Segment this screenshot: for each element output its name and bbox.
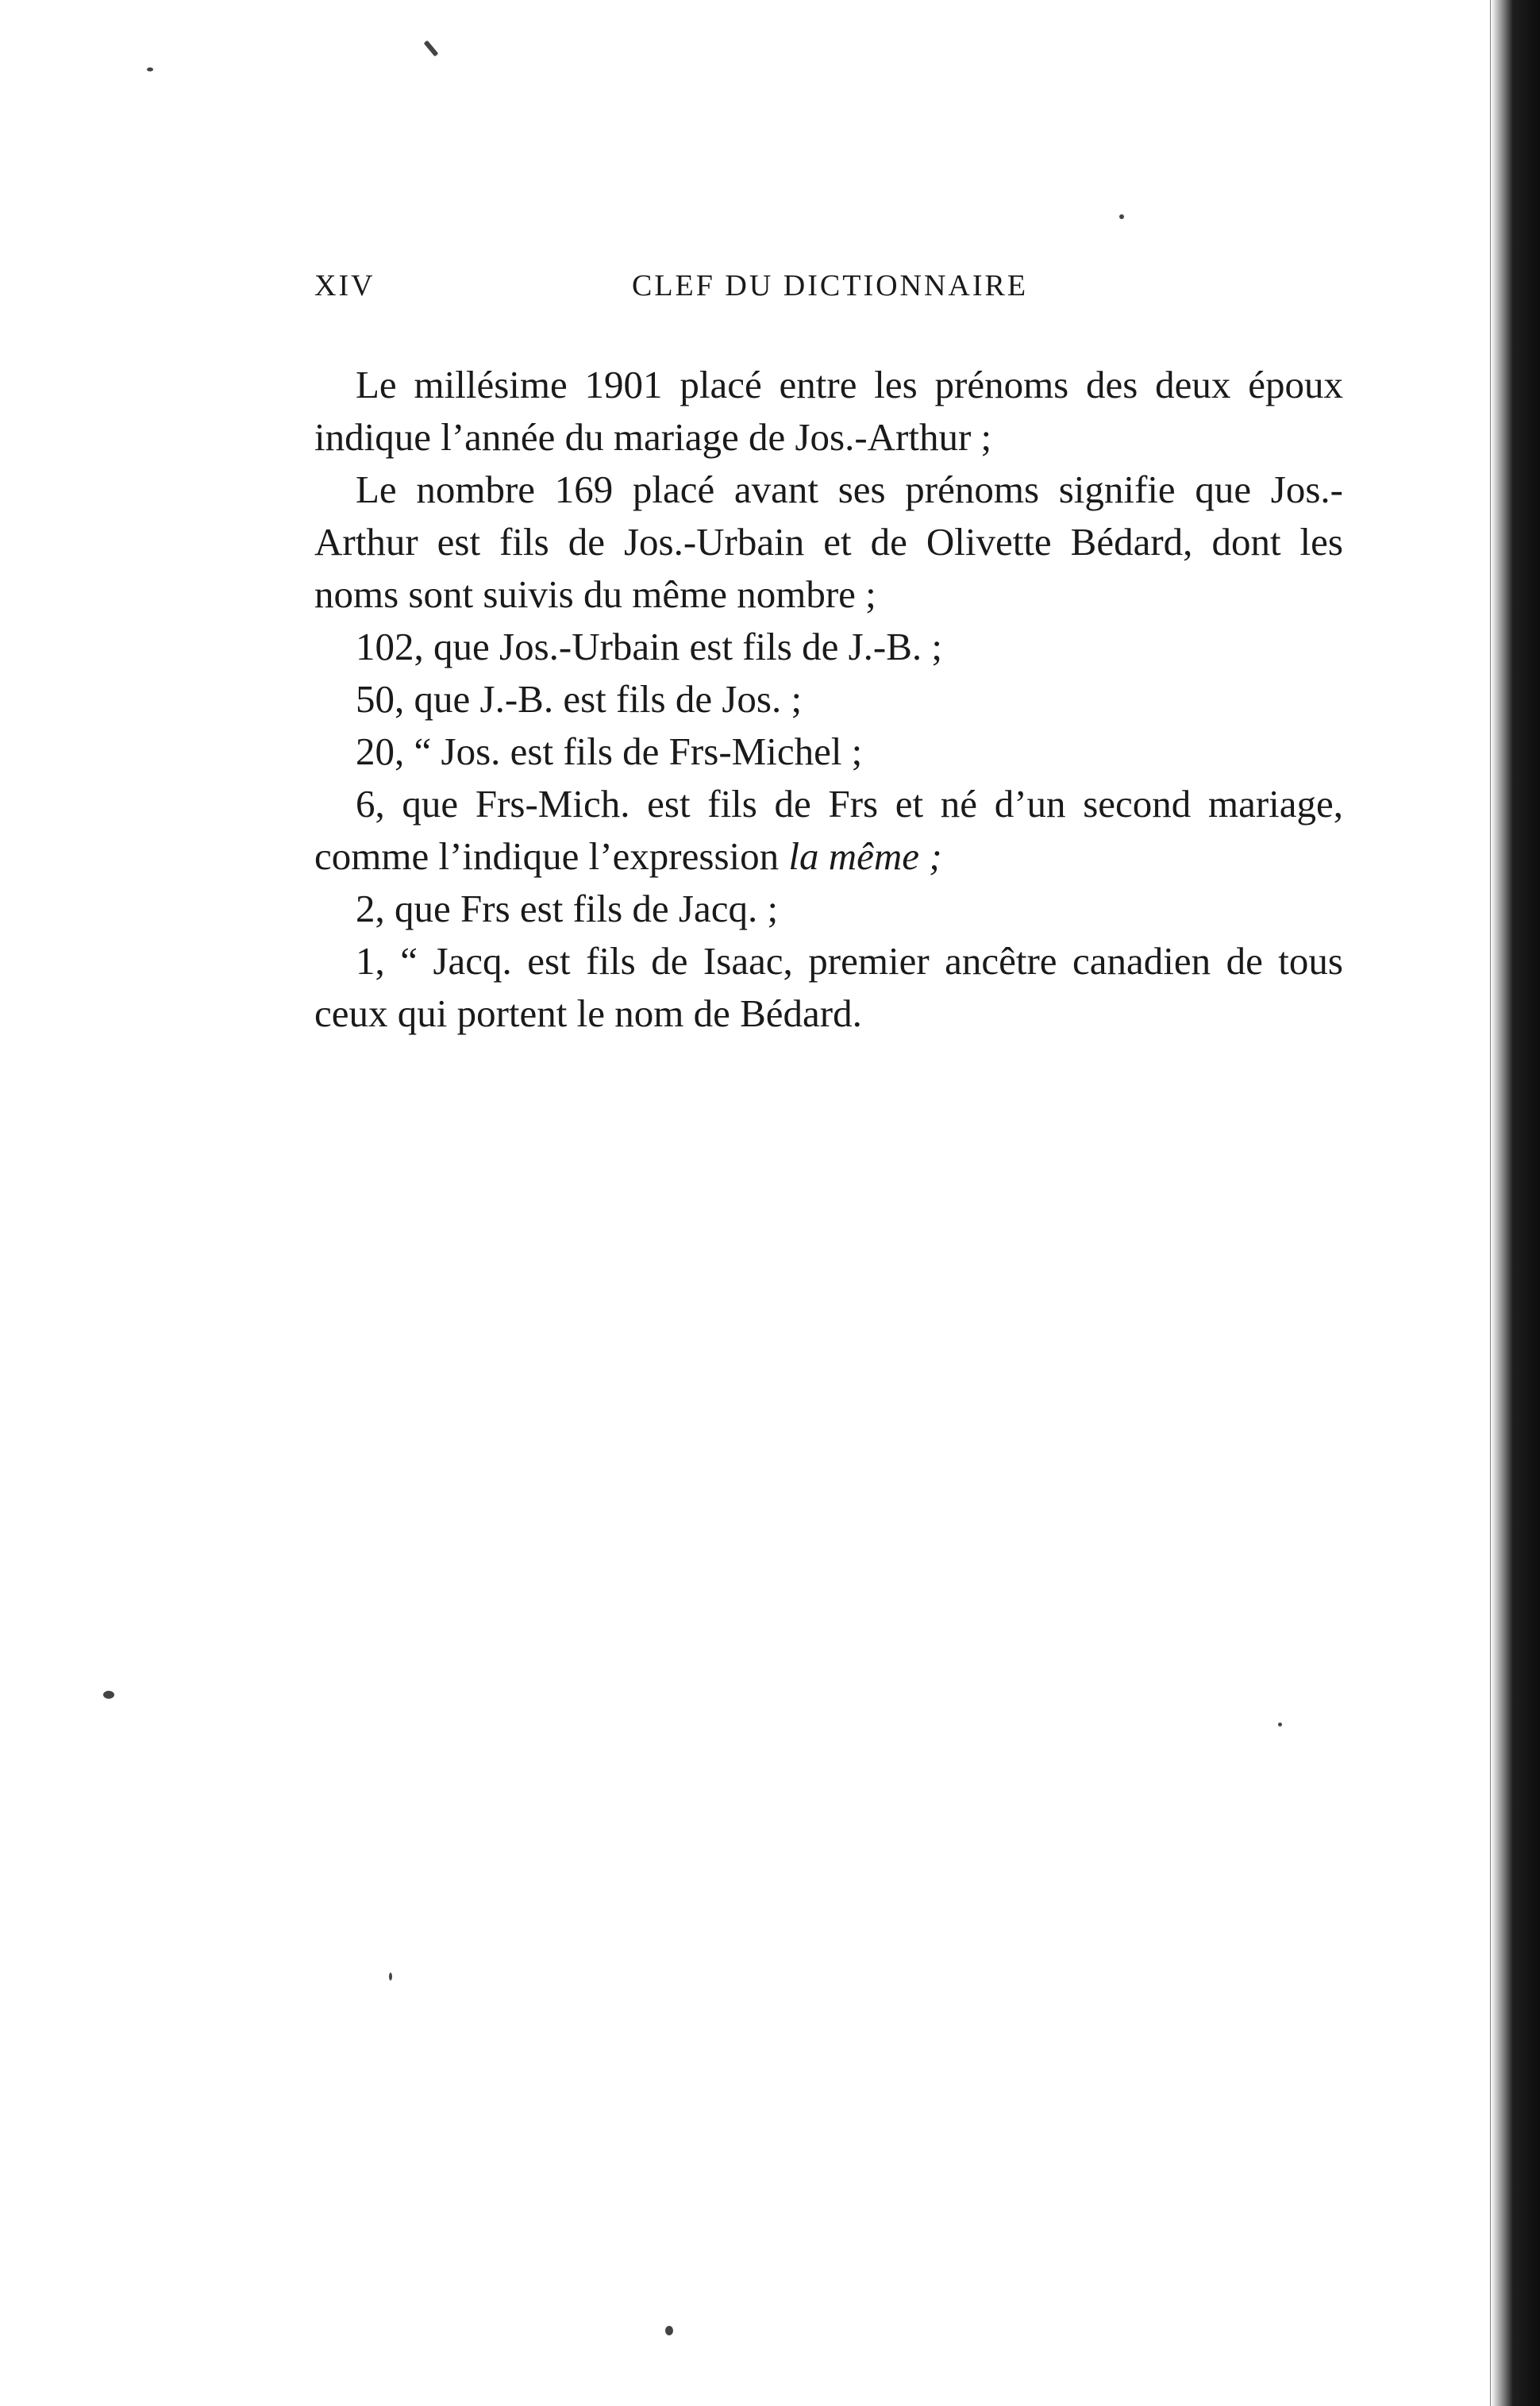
scan-speck bbox=[389, 1973, 392, 1981]
page-number: XIV bbox=[314, 269, 375, 302]
body-text bbox=[314, 359, 1343, 1040]
scan-speck bbox=[1278, 1723, 1282, 1727]
paragraph-6-italic: la même ; bbox=[788, 834, 942, 878]
scan-speck bbox=[103, 1691, 114, 1699]
paragraph-102: 102, que Jos.-Urbain est fils de J.-B. ; bbox=[356, 625, 942, 668]
paragraph-millesime: Le millésime 1901 placé entre les prénoms des deux époux indique l’année du mariage de Jos.-Arthur ; bbox=[314, 363, 1343, 459]
scan-speck bbox=[665, 2326, 673, 2335]
running-title: CLEF DU DICTIONNAIRE bbox=[632, 269, 1029, 302]
scan-speck bbox=[424, 40, 439, 57]
paragraph-2: 2, que Frs est fils de Jacq. ; bbox=[356, 887, 779, 930]
page-header bbox=[314, 268, 1378, 316]
scan-speck bbox=[1119, 214, 1124, 219]
paragraph-20: 20, “ Jos. est fils de Frs-Michel ; bbox=[356, 729, 863, 773]
paragraph-6-text: 6, que Frs-Mich. est fils de Frs et né d’un second mariage, comme l’indique l’expression bbox=[314, 782, 1343, 878]
paragraph-nombre: Le nombre 169 placé avant ses prénoms signifie que Jos.-Arthur est fils de Jos.-Urbain et de Olivette Bédard, dont les noms sont suivis du même nombre ; bbox=[314, 468, 1343, 616]
page-edge-shadow bbox=[1491, 0, 1540, 2406]
paragraph-6 bbox=[314, 778, 1343, 883]
scan-speck bbox=[147, 67, 153, 71]
paragraph-1: 1, “ Jacq. est fils de Isaac, premier ancêtre canadien de tous ceux qui portent le nom de Bédard. bbox=[314, 939, 1343, 1035]
paragraph-50: 50, que J.-B. est fils de Jos. ; bbox=[356, 677, 803, 721]
